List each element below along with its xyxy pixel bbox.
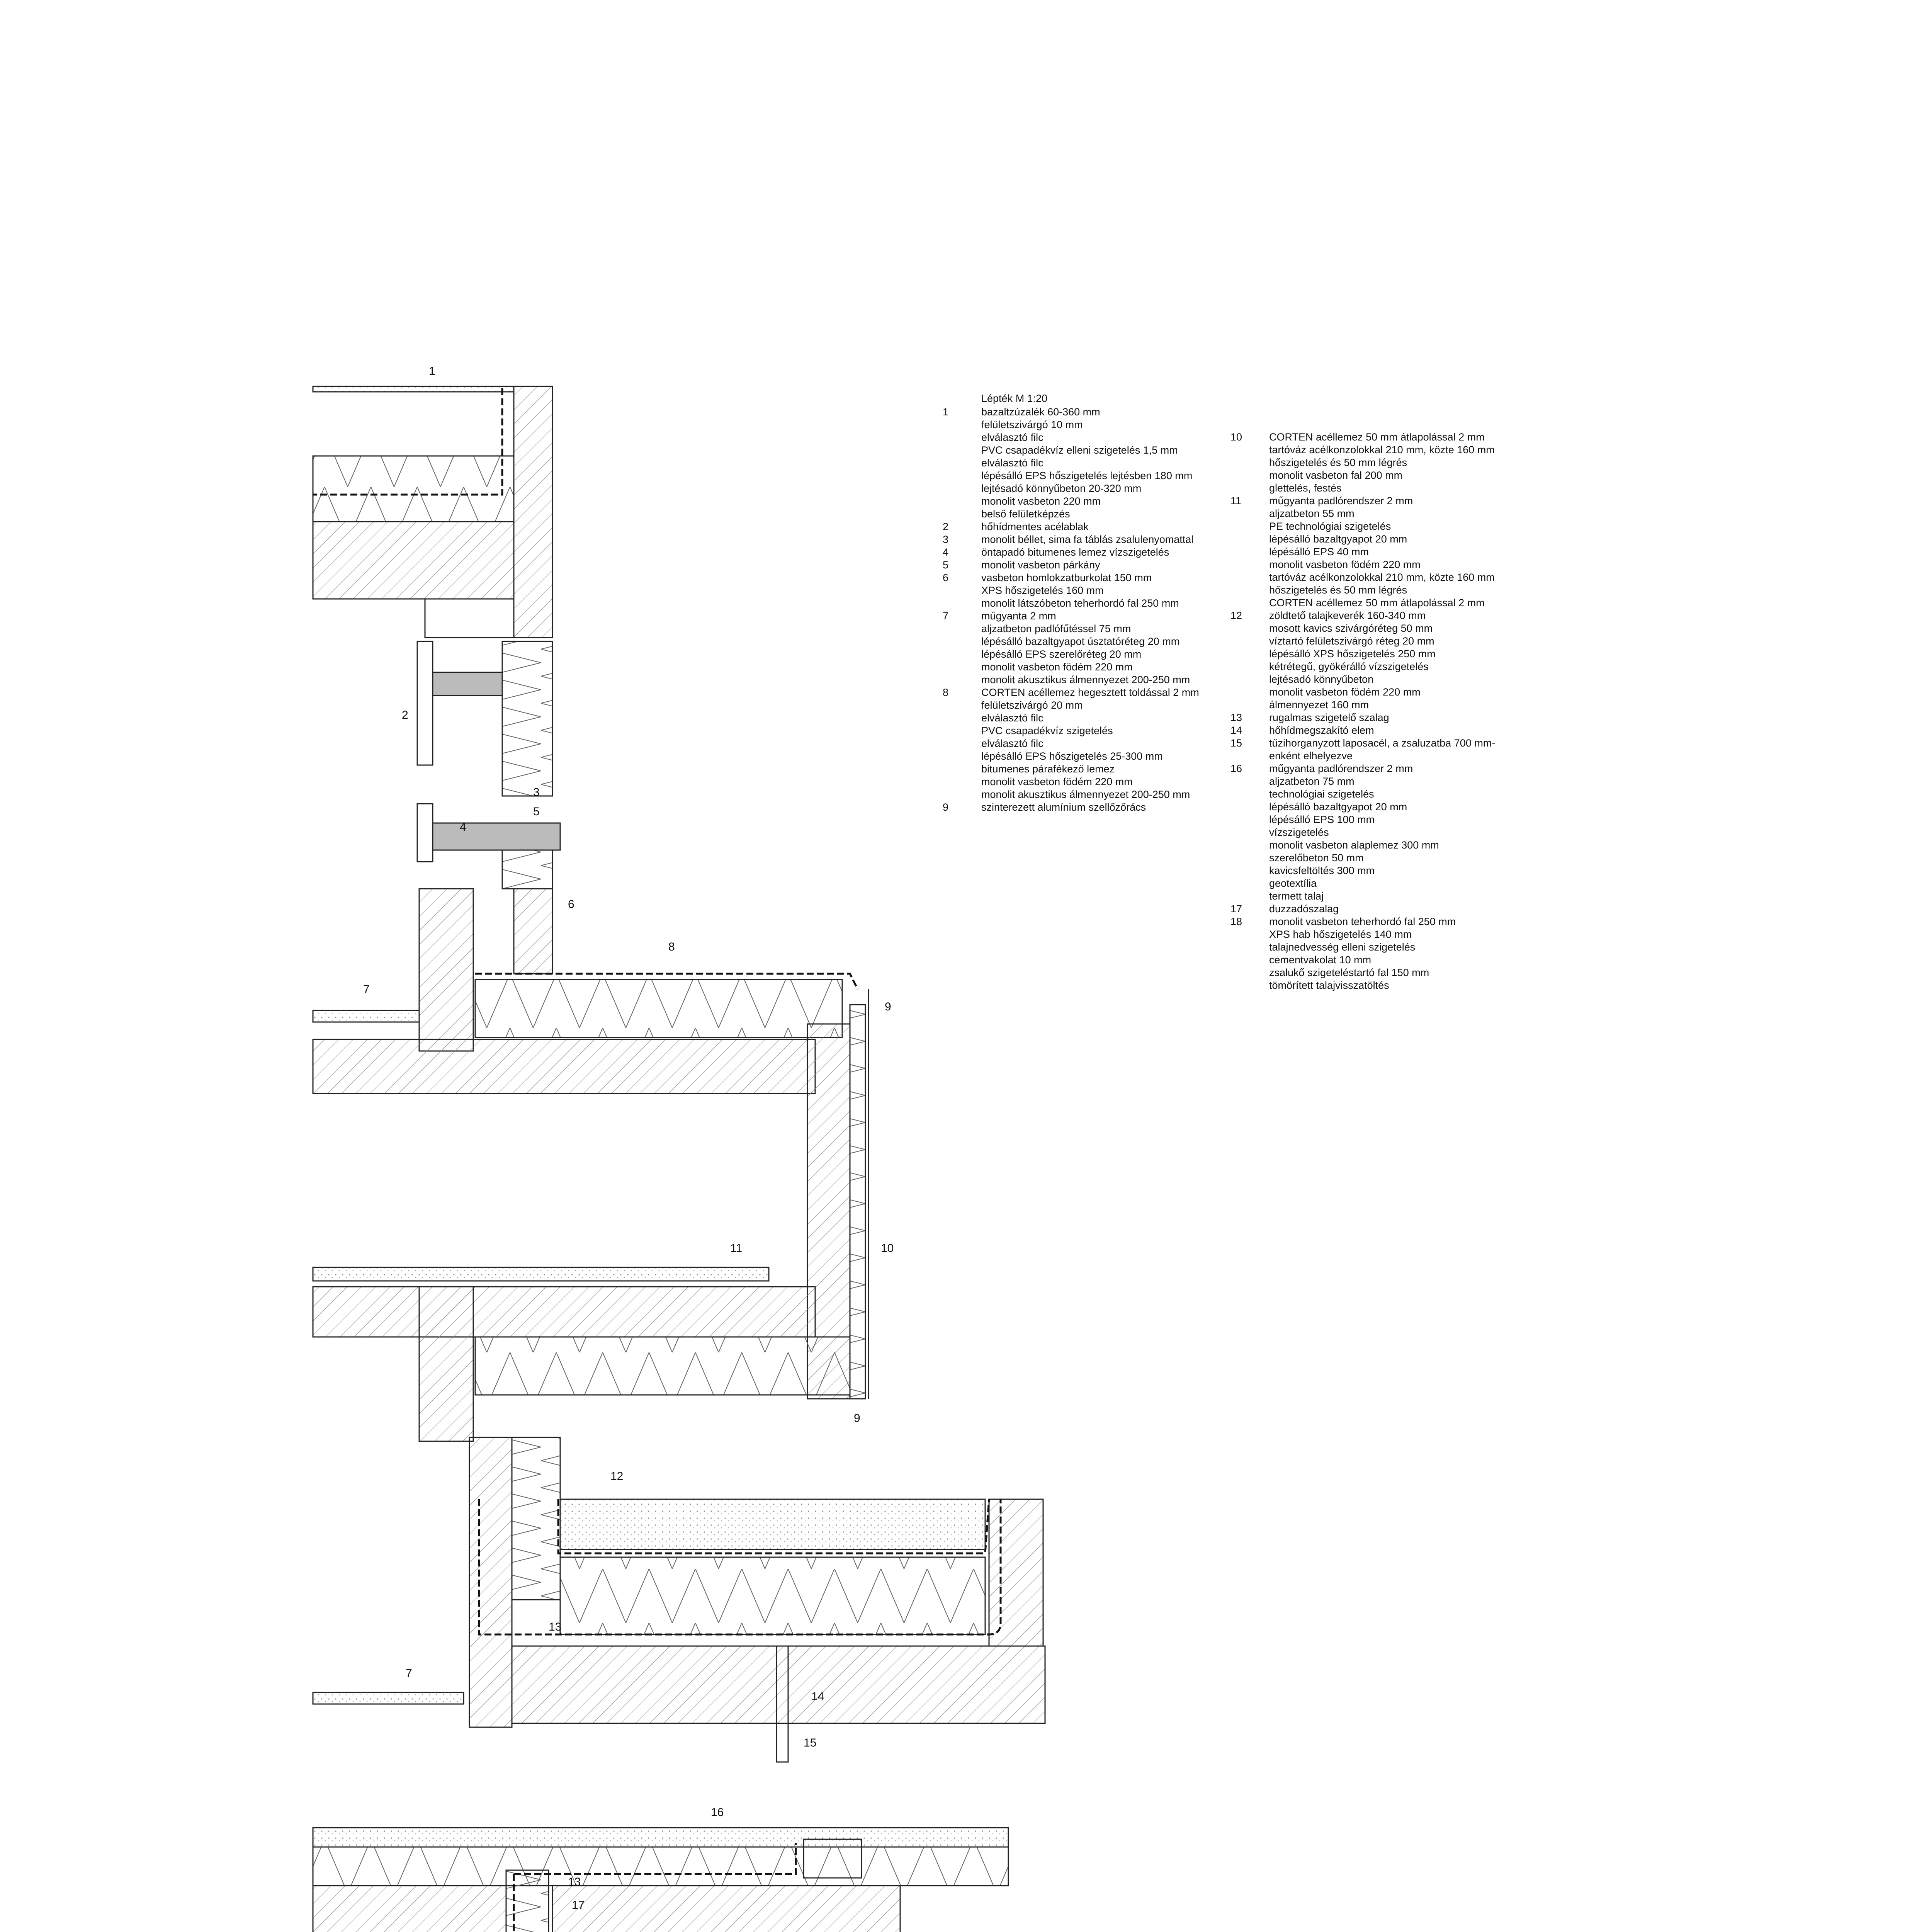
legend-entry-number: 1	[943, 406, 949, 418]
legend-entry	[1230, 737, 1496, 762]
legend-entry-line: lépésálló bazaltgyapot 20 mm	[1269, 801, 1407, 813]
scale-label: Lépték M 1:20	[981, 393, 1048, 404]
legend-entry-line: bitumenes párafékező lemez	[981, 763, 1115, 775]
legend-entry-line: geotextília	[1269, 878, 1317, 889]
legend-entry-line: aljzatbeton padlófűtéssel 75 mm	[981, 623, 1131, 634]
legend-entry-line: CORTEN acéllemez hegesztett toldással 2 mm	[981, 687, 1199, 698]
legend-entry-number: 8	[943, 687, 949, 698]
callout-6: 6	[568, 898, 574, 911]
legend-entry-line: víztartó felületszivárgó réteg 20 mm	[1269, 635, 1434, 647]
legend-entry	[1230, 903, 1493, 915]
legend-entry-line: PVC csapadékvíz szigetelés	[981, 725, 1113, 736]
legend-entry-line: monolit akusztikus álmennyezet 200-250 mm	[981, 674, 1190, 685]
callout-7-upper: 7	[363, 983, 370, 996]
legend-entry-line: aljzatbeton 75 mm	[1269, 776, 1354, 787]
legend-entry-line: zsalukő szigeteléstartó fal 150 mm	[1269, 967, 1429, 978]
legend-entry-number: 4	[943, 546, 949, 558]
legend-entry-number: 18	[1230, 916, 1242, 927]
legend-entry-line: aljzatbeton 55 mm	[1269, 508, 1354, 519]
legend-entry-line: szinterezett alumínium szellőzőrács	[981, 801, 1146, 813]
callout-17: 17	[572, 1899, 585, 1912]
legend-right	[1230, 431, 1496, 992]
callout-5: 5	[533, 805, 540, 818]
legend-entry-number: 6	[943, 572, 949, 583]
legend-entry-number: 11	[1230, 495, 1242, 507]
legend-entry-line: hőhídmentes acélablak	[981, 521, 1089, 532]
legend-entry-line: öntapadó bitumenes lemez vízszigetelés	[981, 546, 1169, 558]
steel-window	[417, 641, 560, 889]
legend-entry-line: szerelőbeton 50 mm	[1269, 852, 1364, 864]
callout-4: 4	[460, 821, 466, 833]
legend-entry-number: 16	[1230, 763, 1242, 774]
legend-entry	[943, 801, 1205, 814]
legend-entry-line: tartóváz acélkonzolokkal 210 mm, közte 160 mm	[1269, 444, 1495, 456]
legend-entry-line: tartóváz acélkonzolokkal 210 mm, közte 160 mm	[1269, 571, 1495, 583]
callout-9-bottom: 9	[854, 1412, 860, 1425]
callout-1: 1	[429, 365, 435, 378]
legend-entry-line: elválasztó filc	[981, 432, 1043, 443]
legend-left	[943, 392, 1205, 814]
legend-entry-line: rugalmas szigetelő szalag	[1269, 712, 1389, 723]
callout-9-top: 9	[885, 1000, 891, 1013]
legend-entry	[1230, 711, 1493, 724]
legend-entry-number: 9	[943, 801, 949, 813]
legend-entry-line: vasbeton homlokzatburkolat 150 mm	[981, 572, 1152, 583]
legend-entry	[943, 571, 1205, 610]
callout-2: 2	[402, 709, 408, 721]
legend-entry-number: 12	[1230, 610, 1242, 621]
legend-entry-line: lejtésadó könnyűbeton	[1269, 673, 1374, 685]
legend-entry	[943, 610, 1205, 686]
legend-entry-number: 13	[1230, 712, 1242, 723]
legend-entry-number: 7	[943, 610, 949, 622]
callout-14: 14	[811, 1690, 824, 1703]
legend-entry-line: XPS hab hőszigetelés 140 mm	[1269, 929, 1412, 940]
legend-entry-number: 5	[943, 559, 949, 571]
legend-entry-line: hőszigetelés és 50 mm légrés	[1269, 457, 1407, 468]
legend-entry-line: termett talaj	[1269, 890, 1324, 902]
legend-entry-line: műgyanta 2 mm	[981, 610, 1056, 622]
legend-entry-line: monolit látszóbeton teherhordó fal 250 mm	[981, 597, 1179, 609]
legend-entry-line: monolit vasbeton födém 220 mm	[981, 661, 1133, 673]
legend-entry-line: elválasztó filc	[981, 712, 1043, 724]
legend-entry-line: belső felületképzés	[981, 508, 1070, 520]
legend-entry	[943, 406, 1205, 520]
legend-entry-line: lépésálló XPS hőszigetelés 250 mm	[1269, 648, 1436, 660]
legend-entry-line: elválasztó filc	[981, 738, 1043, 749]
legend-entry-number: 3	[943, 534, 949, 545]
legend-entry-line: lépésálló bazaltgyapot úsztatóréteg 20 mm	[981, 636, 1180, 647]
legend-entry-line: monolit vasbeton 220 mm	[981, 495, 1101, 507]
callout-11: 11	[730, 1242, 743, 1255]
legend-entry-line: zöldtető talajkeverék 160-340 mm	[1269, 610, 1426, 621]
legend-entry-number: 2	[943, 521, 949, 532]
legend-entry-line: monolit vasbeton födém 220 mm	[1269, 559, 1421, 570]
legend-entry-line: bazaltzúzalék 60-360 mm	[981, 406, 1100, 418]
roof-section-1	[313, 386, 552, 638]
legend-entry-line: PE technológiai szigetelés	[1269, 520, 1391, 532]
legend-entry-line: tömörített talajvisszatöltés	[1269, 980, 1389, 991]
legend-entry	[1230, 915, 1493, 992]
legend-entry	[943, 559, 1205, 571]
legend-entry-line: CORTEN acéllemez 50 mm átlapolással 2 mm	[1269, 597, 1485, 609]
legend-entry-line: monolit vasbeton födém 220 mm	[981, 776, 1133, 787]
callout-7-lower: 7	[406, 1667, 412, 1680]
legend-entry-number: 15	[1230, 737, 1242, 749]
legend-entry	[1230, 762, 1493, 903]
legend-entry-line: glettelés, festés	[1269, 482, 1342, 494]
callout-10: 10	[881, 1242, 894, 1255]
legend-entry-line: lépésálló EPS hőszigetelés lejtésben 180 mm	[981, 470, 1193, 481]
legend-entry	[943, 520, 1205, 533]
legend-entry-line: hőhídmegszakító elem	[1269, 724, 1374, 736]
legend-entry-line: álmennyezet 160 mm	[1269, 699, 1369, 711]
callout-15: 15	[804, 1736, 817, 1749]
legend-entry-line: duzzadószalag	[1269, 903, 1339, 915]
legend-entry-line: elválasztó filc	[981, 457, 1043, 469]
legend-entry-number: 10	[1230, 431, 1242, 443]
legend-entry-line: műgyanta padlórendszer 2 mm	[1269, 495, 1413, 507]
callout-12: 12	[610, 1470, 624, 1483]
callout-3: 3	[533, 786, 540, 799]
callout-13-lower: 13	[568, 1876, 581, 1888]
legend-entry-line: lépésálló EPS szerelőréteg 20 mm	[981, 648, 1142, 660]
callout-8: 8	[668, 940, 675, 953]
legend-entry-line: monolit béllet, sima fa táblás zsalulenyomattal	[981, 534, 1194, 545]
legend-entry-line: lejtésadó könnyűbeton 20-320 mm	[981, 483, 1142, 494]
legend-entry-line: felületszivárgó 10 mm	[981, 419, 1083, 430]
legend-entry-line: felületszivárgó 20 mm	[981, 699, 1083, 711]
overhang-section	[313, 889, 868, 1441]
legend-entry-line: technológiai szigetelés	[1269, 788, 1374, 800]
legend-entry-line: tűzihorganyzott laposacél, a zsaluzatba 700 mm-	[1269, 737, 1496, 749]
legend-entry-line: monolit vasbeton teherhordó fal 250 mm	[1269, 916, 1456, 927]
legend-entry	[943, 686, 1205, 801]
legend-entry-line: lépésálló bazaltgyapot 20 mm	[1269, 533, 1407, 545]
legend-entry-line: vízszigetelés	[1269, 827, 1329, 838]
green-roof-section	[313, 1437, 1045, 1762]
legend-entry-line: hőszigetelés és 50 mm légrés	[1269, 584, 1407, 596]
legend-entry-line: mosott kavics szivárgóréteg 50 mm	[1269, 622, 1433, 634]
legend-entry	[1230, 724, 1493, 737]
legend-entry	[1230, 431, 1493, 495]
legend-entry-number: 14	[1230, 724, 1242, 736]
legend-left-list	[943, 406, 1205, 814]
legend-entry-line: XPS hőszigetelés 160 mm	[981, 585, 1104, 596]
legend-entry-line: lépésálló EPS 100 mm	[1269, 814, 1375, 825]
legend-entry-line: cementvakolat 10 mm	[1269, 954, 1371, 966]
legend-entry-line: monolit vasbeton alaplemez 300 mm	[1269, 839, 1439, 851]
callout-16: 16	[711, 1806, 724, 1819]
legend-entry	[1230, 609, 1493, 711]
legend-entry-line: lépésálló EPS hőszigetelés 25-300 mm	[981, 750, 1163, 762]
legend-entry-line: kavicsfeltöltés 300 mm	[1269, 865, 1375, 876]
legend-entry-line: enként elhelyezve	[1269, 750, 1353, 762]
legend-entry-line: lépésálló EPS 40 mm	[1269, 546, 1369, 558]
legend-entry-line: talajnedvesség elleni szigetelés	[1269, 941, 1416, 953]
legend-entry-line: monolit vasbeton fal 200 mm	[1269, 469, 1403, 481]
legend-entry	[1230, 495, 1493, 609]
legend-entry-line: PVC csapadékvíz elleni szigetelés 1,5 mm	[981, 444, 1178, 456]
legend-entry	[943, 533, 1205, 546]
legend-entry-line: monolit vasbeton párkány	[981, 559, 1100, 571]
legend-entry-line: monolit vasbeton födém 220 mm	[1269, 686, 1421, 698]
legend-entry-number: 17	[1230, 903, 1242, 915]
foundation-section	[313, 1828, 1008, 1932]
legend-entry	[943, 546, 1205, 559]
legend-entry-line: CORTEN acéllemez 50 mm átlapolással 2 mm	[1269, 431, 1485, 443]
callout-13-upper: 13	[549, 1621, 562, 1633]
legend-right-list	[1230, 431, 1496, 992]
legend-entry-line: kétrétegű, gyökérálló vízszigetelés	[1269, 661, 1429, 672]
legend-entry-line: monolit akusztikus álmennyezet 200-250 mm	[981, 789, 1190, 800]
legend-entry-line: műgyanta padlórendszer 2 mm	[1269, 763, 1413, 774]
